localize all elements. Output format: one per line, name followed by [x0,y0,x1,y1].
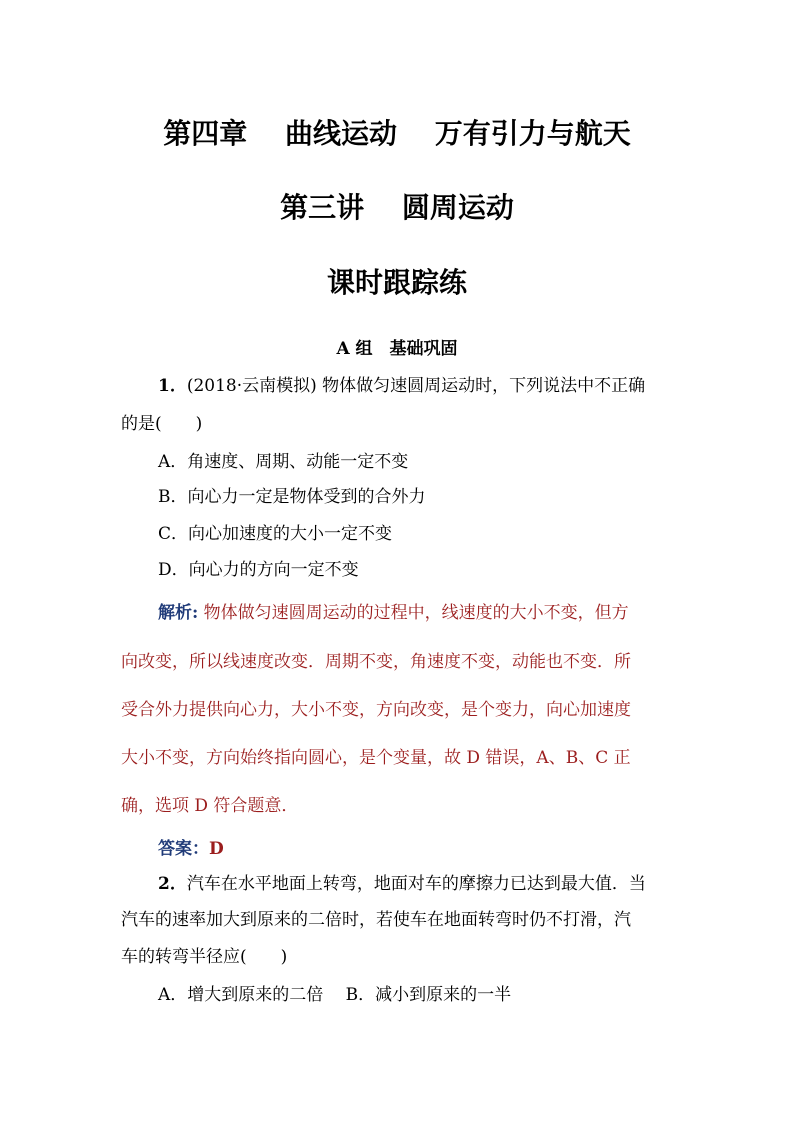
q1-stem-line1 [158,374,645,398]
section-title: 课时跟踪练 [326,266,467,299]
q2-number: 2． [158,874,187,894]
q1-analysis-text1: 物体做匀速圆周运动的过程中，线速度的大小不变，但方 [198,603,629,623]
q1-analysis-line5: 确，选项 D 符合题意． [121,796,299,816]
q1-answer-value: D [209,839,224,859]
q1-option-b: B．向心力一定是物体受到的合外力 [158,487,426,507]
q1-analysis-line3: 受合外力提供向心力，大小不变，方向改变，是个变力，向心加速度 [121,700,631,720]
q1-answer-label: 答案： [158,839,209,859]
q1-option-c: C．向心加速度的大小一定不变 [158,524,393,544]
q1-option-d: D．向心力的方向一定不变 [158,560,359,580]
q1-stem-text: (2018·云南模拟) 物体做匀速圆周运动时，下列说法中不正确 [186,376,646,396]
chapter-title: 第四章 曲线运动 万有引力与航天 [163,117,631,150]
q2-stem-text: 汽车在水平地面上转弯，地面对车的摩擦力已达到最大值．当 [186,874,646,894]
q1-analysis-line1 [158,601,629,625]
q1-analysis-line2: 向改变，所以线速度改变．周期不变，角速度不变，动能也不变．所 [121,652,631,672]
q1-option-a: A．角速度、周期、动能一定不变 [158,452,409,472]
q1-analysis-label: 解析: [158,603,199,623]
lesson-title: 第三讲 圆周运动 [280,191,514,224]
q2-options-line: A．增大到原来的二倍 B．减小到原来的一半 [158,985,512,1005]
q2-stem-line2: 汽车的速率加大到原来的二倍时，若使车在地面转弯时仍不打滑，汽 [121,910,631,930]
q1-stem-line2: 的是( ) [121,414,203,434]
q1-analysis-line4: 大小不变，方向始终指向圆心，是个变量，故 D 错误，A、B、C 正 [121,748,631,768]
q2-stem-line1 [158,872,646,896]
q1-number: 1． [158,376,187,396]
q2-stem-line3: 车的转弯半径应( ) [121,947,288,967]
q1-answer [158,837,224,861]
group-title: A 组 基础巩固 [336,339,458,359]
